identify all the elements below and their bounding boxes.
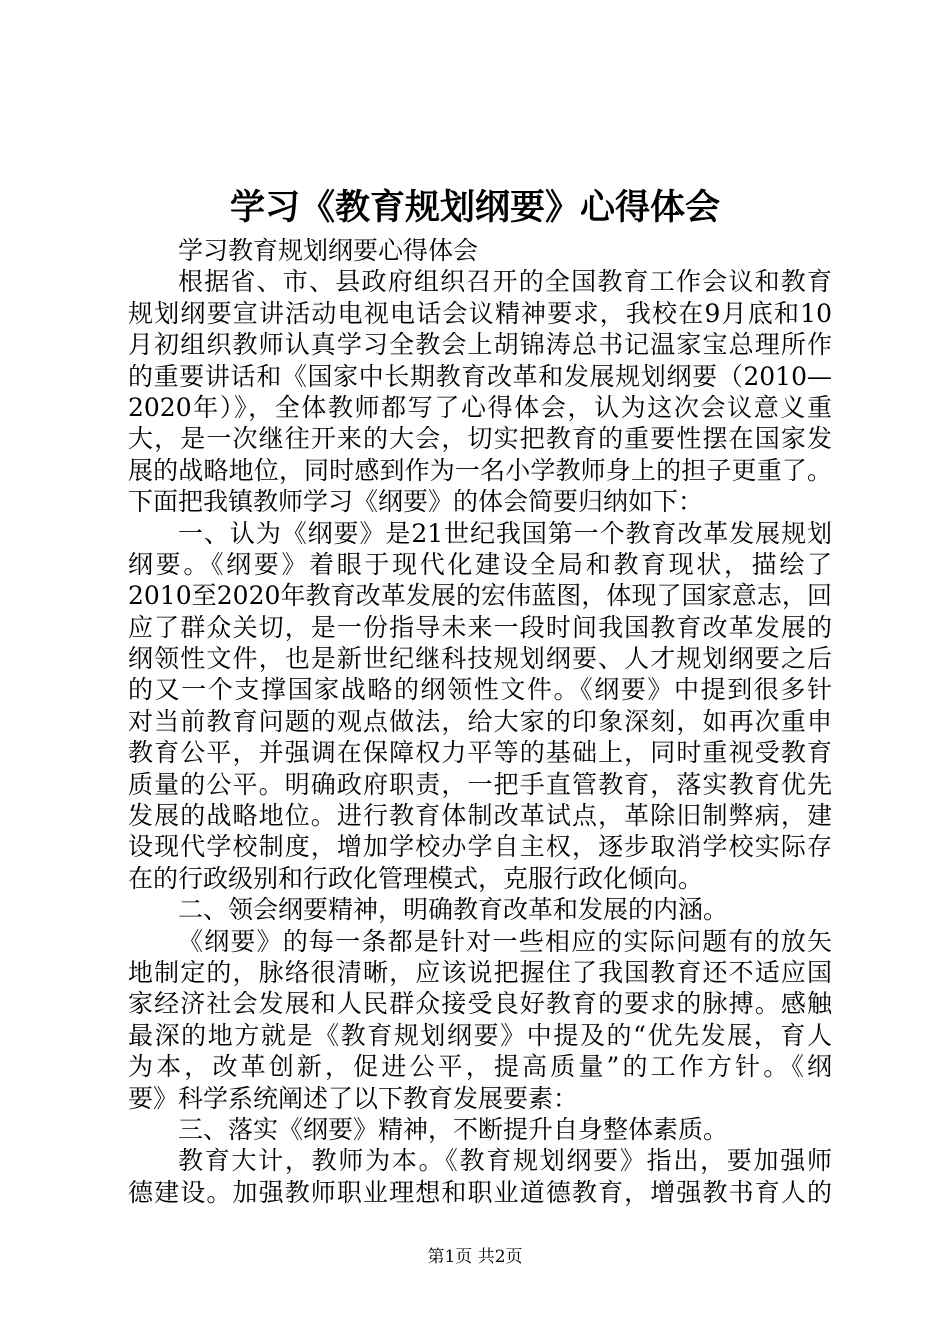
text-line: 家经济社会发展和人民群众接受良好教育的要求的脉搏。感触 xyxy=(128,989,832,1019)
text-line: 最深的地方就是《教育规划纲要》中提及的“优先发展，育人 xyxy=(128,1020,832,1050)
text-line: 纲领性文件，也是新世纪继科技规划纲要、人才规划纲要之后 xyxy=(128,644,832,674)
text-line: 教育大计，教师为本。《教育规划纲要》指出，要加强师 xyxy=(178,1146,832,1176)
text-line: 设现代学校制度，增加学校办学自主权，逐步取消学校实际存 xyxy=(128,832,832,862)
text-line: 下面把我镇教师学习《纲要》的体会简要归纳如下： xyxy=(128,487,704,517)
text-line: 2020年）》，全体教师都写了心得体会，认为这次会议意义重 xyxy=(128,392,832,422)
text-line: 纲要。《纲要》着眼于现代化建设全局和教育现状，描绘了 xyxy=(128,549,832,579)
text-line: 应了群众关切，是一份指导未来一段时间我国教育改革发展的 xyxy=(128,612,832,642)
text-line: 三、落实《纲要》精神，不断提升自身整体素质。 xyxy=(178,1114,729,1144)
text-line: 学习教育规划纲要心得体会 xyxy=(178,236,479,265)
text-line: 的又一个支撑国家战略的纲领性文件。《纲要》中提到很多针 xyxy=(128,675,832,705)
text-line: 在的行政级别和行政化管理模式，克服行政化倾向。 xyxy=(128,863,704,893)
text-line: 二、领会纲要精神，明确教育改革和发展的内涵。 xyxy=(178,895,729,925)
text-line: 月初组织教师认真学习全教会上胡锦涛总书记温家宝总理所作 xyxy=(128,330,832,360)
text-line: 教育公平，并强调在保障权力平等的基础上，同时重视受教育 xyxy=(128,738,832,768)
text-line: 一、认为《纲要》是21世纪我国第一个教育改革发展规划 xyxy=(178,518,832,548)
text-line: 《纲要》的每一条都是针对一些相应的实际问题有的放矢 xyxy=(178,926,832,956)
page-footer: 第1页 共2页 xyxy=(427,1247,523,1267)
text-line: 要》科学系统阐述了以下教育发展要素： xyxy=(128,1083,579,1113)
page-title: 学习《教育规划纲要》心得体会 xyxy=(229,187,720,228)
text-line: 根据省、市、县政府组织召开的全国教育工作会议和教育 xyxy=(178,267,832,297)
text-line: 展的战略地位，同时感到作为一名小学教师身上的担子更重了。 xyxy=(128,455,832,485)
text-line: 发展的战略地位。进行教育体制改革试点，革除旧制弊病，建 xyxy=(128,801,832,831)
text-line: 地制定的，脉络很清晰，应该说把握住了我国教育还不适应国 xyxy=(128,957,832,987)
text-line: 2010至2020年教育改革发展的宏伟蓝图，体现了国家意志，回 xyxy=(128,581,832,611)
text-line: 大，是一次继往开来的大会，切实把教育的重要性摆在国家发 xyxy=(128,424,832,454)
text-line: 质量的公平。明确政府职责，一把手直管教育，落实教育优先 xyxy=(128,769,832,799)
text-line: 的重要讲话和《国家中长期教育改革和发展规划纲要（2010— xyxy=(128,361,832,391)
text-line: 对当前教育问题的观点做法，给大家的印象深刻，如再次重申 xyxy=(128,706,832,736)
text-line: 德建设。加强教师职业理想和职业道德教育，增强教书育人的 xyxy=(128,1177,832,1207)
document-body xyxy=(128,235,832,1208)
text-line: 规划纲要宣讲活动电视电话会议精神要求，我校在9月底和10 xyxy=(128,298,832,328)
text-line: 为本，改革创新，促进公平，提高质量”的工作方针。《纲 xyxy=(128,1052,832,1082)
